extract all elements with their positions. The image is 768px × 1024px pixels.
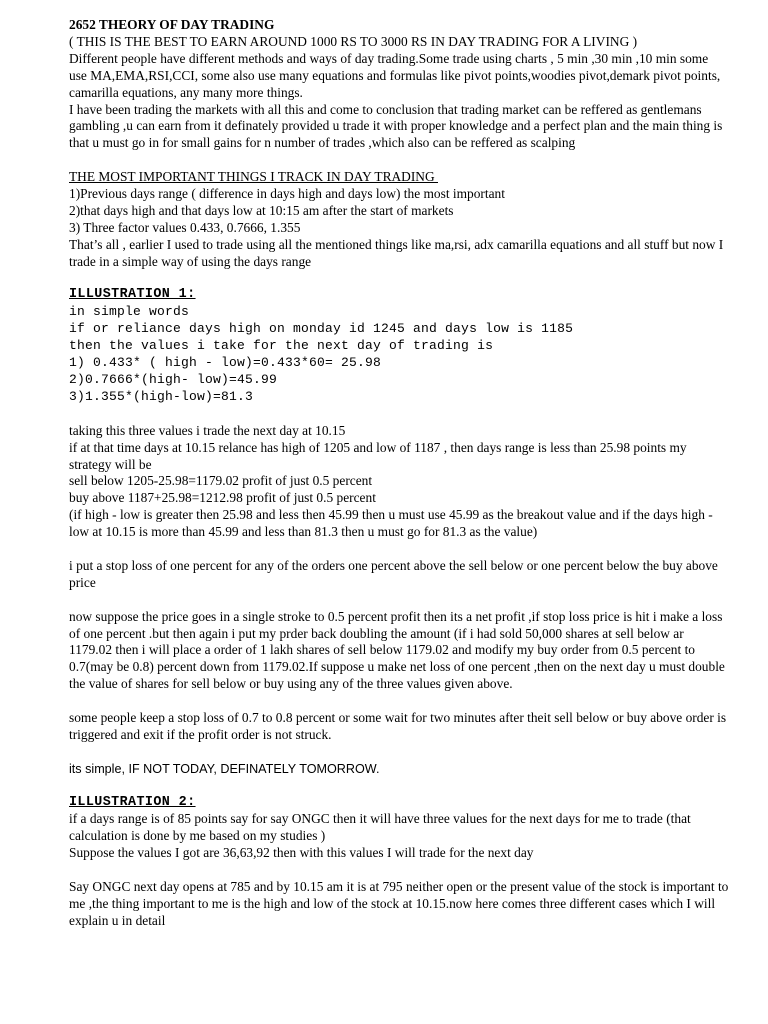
blank-line xyxy=(69,152,729,169)
illustration-1-line: 3)1.355*(high-low)=81.3 xyxy=(69,388,254,404)
illustration-1-alternative: some people keep a stop loss of 0.7 to 0.8 percent or some wait for two minutes after theit sell below or buy above order is triggered and exit if the profit order is not struck. xyxy=(69,710,730,742)
blank-line xyxy=(69,406,729,423)
illustration-1-strategy: taking this three values i trade the next day at 10.15 if at that time days at 10.15 relance has high of 1205 and low of 1187 , then days range is less than 25.98 points my strategy will be sell below 1205-25.98=1179.02 profit of just 0.5 percent buy above 1187+25.98=1212.98 profit of just 0.5 percent (if high - low is greater then 25.98 and less then 45.99 then u must use 45.99 as the breakout value and if the days high - low at 10.15 is more than 45.99 and less than 81.3 then u must go for 81.3 as the value) xyxy=(69,422,713,540)
illustration-1-motto: its simple, IF NOT TODAY, DEFINATELY TOMORROW. xyxy=(69,761,380,776)
illustration-1-doubling: now suppose the price goes in a single stroke to 0.5 percent profit then its a net profit ,if stop loss price is hit i make a loss of one percent .but then again i put my prder back doubling the amount (if i had sold 50,000 shares at sell below ar 1179.02 then i will place a order of 1 lakh shares of sell below 1179.02 and modify my buy order from 0.5 percent to 0.7(may be 0.8) percent down from 1179.02.If suppose u make net loss of one percent ,then on the next day u must double the value of shares for sell below or buy using any of the three values given above. xyxy=(69,608,729,692)
blank-line xyxy=(69,862,729,879)
blank-line xyxy=(69,693,729,710)
blank-line xyxy=(69,592,729,609)
illustration-1-line: in simple words xyxy=(69,304,190,320)
illustration-2-heading: ILLUSTRATION 2: xyxy=(69,794,196,810)
important-things-heading: THE MOST IMPORTANT THINGS I TRACK IN DAY TRADING xyxy=(69,169,438,185)
intro-paragraph-1: Different people have different methods and ways of day trading.Some trade using charts , 5 min ,30 min ,10 min some use MA,EMA,RSI,CCI, some also use many equations and formulas like pivot points,woodies pivot,demark pivot points, camarilla equations, any many more things. xyxy=(69,50,724,100)
illustration-1-line: then the values i take for the next day of trading is xyxy=(69,338,494,354)
illustration-1-stop-loss: i put a stop loss of one percent for any of the orders one percent above the sell below or one percent below the buy above price xyxy=(69,557,722,590)
illustration-2-paragraph-2: Say ONGC next day opens at 785 and by 10.15 am it is at 795 neither open or the present value of the stock is important to me ,the thing important to me is the high and low of the stock at 10.15.now here comes three different cases which I will explain u in detail xyxy=(69,879,732,928)
document-title: 2652 THEORY OF DAY TRADING xyxy=(69,17,275,32)
blank-line xyxy=(69,271,729,288)
document-subtitle: ( THIS IS THE BEST TO EARN AROUND 1000 RS TO 3000 RS IN DAY TRADING FOR A LIVING ) xyxy=(69,33,638,49)
blank-line xyxy=(69,541,729,558)
document-page xyxy=(69,17,732,930)
illustration-1-heading: ILLUSTRATION 1: xyxy=(69,287,196,303)
blank-line xyxy=(69,744,729,761)
intro-paragraph-2: I have been trading the markets with all this and come to conclusion that trading market can be reffered as gentlemans gambling ,u can earn from it definately provided u trade it with proper knowledge and a perfect plan and the main thing is that u must go in for small gains for n number of trades ,which also can be reffered as scalping xyxy=(69,101,726,151)
important-summary: That’s all , earlier I used to trade using all the mentioned things like ma,rsi, adx camarilla equations and all stuff but now I trade in a simple way of using the days range xyxy=(69,236,727,269)
blank-line xyxy=(69,778,729,795)
illustration-2-paragraph-1: if a days range is of 85 points say for say ONGC then it will have three values for the next days for me to trade (that calculation is done by me based on my studies ) Suppose the values I got are 36,63,92 then with this values I will trade for the next day xyxy=(69,811,691,861)
important-item-2: 2)that days high and that days low at 10:15 am after the start of markets xyxy=(69,202,454,218)
illustration-1-line: 2)0.7666*(high- low)=45.99 xyxy=(69,372,278,387)
important-item-3: 3) Three factor values 0.433, 0.7666, 1.355 xyxy=(69,219,301,235)
illustration-1-line: 1) 0.433* ( high - low)=0.433*60= 25.98 xyxy=(69,355,382,371)
important-item-1: 1)Previous days range ( difference in days high and days low) the most important xyxy=(69,186,505,202)
illustration-1-line: if or reliance days high on monday id 1245 and days low is 1185 xyxy=(69,321,574,337)
